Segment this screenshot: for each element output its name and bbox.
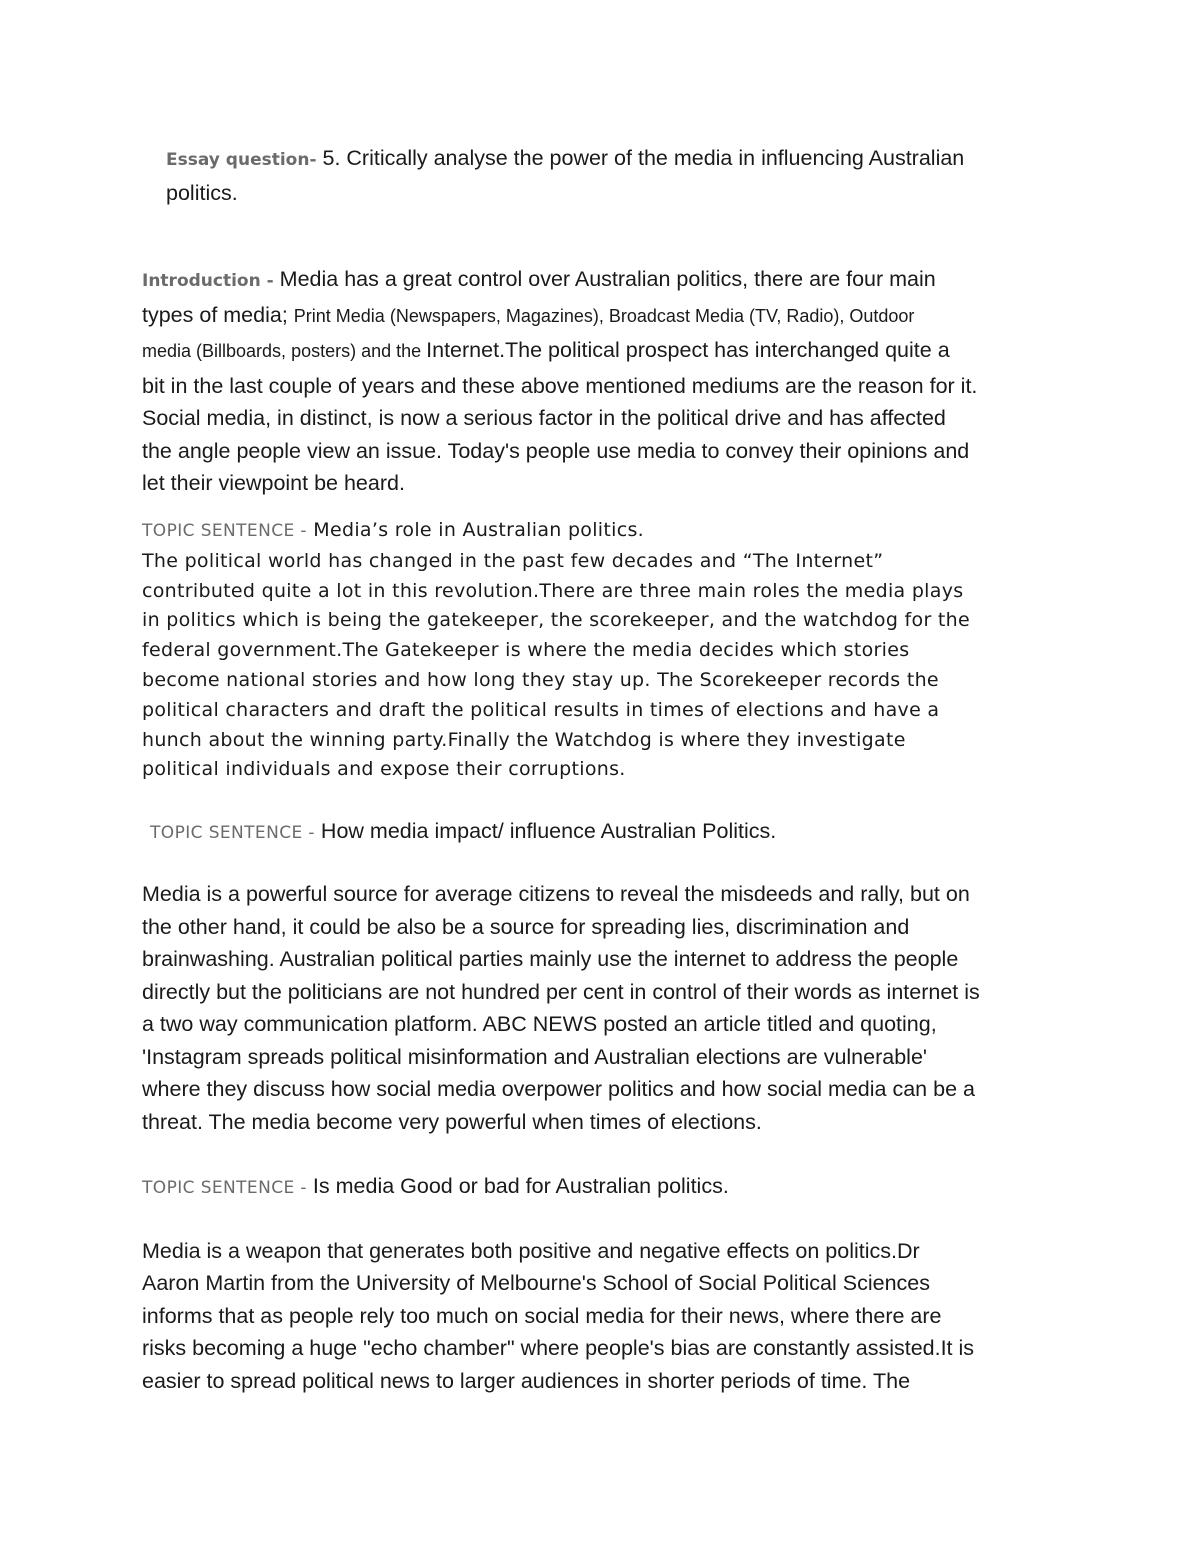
topic-section-1: [142, 516, 1072, 785]
paragraph-line: political individuals and expose their corruptions.: [142, 758, 626, 781]
paragraph-line: threat. The media become very powerful when times of elections.: [142, 1109, 762, 1134]
paragraph-line: informs that as people rely too much on social media for their news, where there are: [142, 1303, 942, 1328]
paragraph-line: easier to spread political news to larger audiences in shorter periods of time. The: [142, 1368, 911, 1393]
topic-sentence-label: TOPIC SENTENCE -: [142, 521, 307, 541]
intro-line: the angle people view an issue. Today's people use media to convey their opinions and: [142, 438, 970, 463]
intro-line: Internet.The political prospect has interchanged quite a: [426, 338, 950, 362]
paragraph-line: hunch about the winning party.Finally the Watchdog is where they investigate: [142, 728, 906, 751]
essay-question-text: 5. Critically analyse the power of the media in influencing Australian: [316, 146, 965, 170]
paragraph-line: the other hand, it could be also be a source for spreading lies, discrimination and: [142, 914, 910, 939]
topic-heading: Is media Good or bad for Australian politics.: [306, 1174, 729, 1198]
paragraph-line: Media is a powerful source for average citizens to reveal the misdeeds and rally, but on: [142, 882, 970, 906]
paragraph-line: federal government.The Gatekeeper is where the media decides which stories: [142, 639, 910, 662]
introduction-label: Introduction -: [142, 271, 274, 291]
intro-line: bit in the last couple of years and these above mentioned mediums are the reason for it.: [142, 373, 978, 398]
topic-sentence-label: TOPIC SENTENCE -: [150, 823, 315, 843]
paragraph-line: contributed quite a lot in this revolution.There are three main roles the media plays: [142, 579, 964, 602]
intro-line: Print Media (Newspapers, Magazines), Broadcast Media (TV, Radio), Outdoor: [293, 305, 915, 326]
intro-line: types of media;: [142, 302, 294, 327]
paragraph-line: a two way communication platform. ABC NEWS posted an article titled and quoting,: [142, 1012, 937, 1036]
intro-line: Media has a great control over Australian politics, there are four main: [273, 267, 936, 291]
introduction-paragraph: [142, 263, 1072, 500]
intro-line: Social media, in distinct, is now a serious factor in the political drive and has affected: [142, 406, 946, 430]
topic-heading: Media’s role in Australian politics.: [306, 519, 645, 541]
topic-sentence-label: TOPIC SENTENCE -: [142, 1178, 307, 1198]
paragraph-line: political characters and draft the political results in times of elections and have a: [142, 698, 940, 721]
paragraph-line: Media is a weapon that generates both positive and negative effects on politics.Dr: [142, 1239, 920, 1263]
paragraph-line: risks becoming a huge "echo chamber" where people's bias are constantly assisted.It is: [142, 1336, 975, 1361]
paragraph-line: where they discuss how social media overpower politics and how social media can be a: [142, 1077, 975, 1101]
intro-line: media (Billboards, posters) and the: [142, 341, 427, 361]
topic-heading-3: [142, 1170, 1072, 1205]
essay-question-label: Essay question-: [166, 150, 317, 170]
paragraph-line: Aaron Martin from the University of Melbourne's School of Social Political Sciences: [142, 1271, 931, 1296]
paragraph-line: in politics which is being the gatekeeper, the scorekeeper, and the watchdog for the: [142, 609, 970, 632]
paragraph-line: brainwashing. Australian political parties mainly use the internet to address the people: [142, 947, 959, 971]
topic-heading: How media impact/ influence Australian Politics.: [314, 819, 777, 843]
topic-paragraph-3: [142, 1235, 1072, 1397]
essay-question: [166, 142, 1096, 209]
topic-heading-2: [150, 815, 1080, 850]
paragraph-line: The political world has changed in the past few decades and “The Internet”: [142, 549, 884, 572]
paragraph-line: become national stories and how long they stay up. The Scorekeeper records the: [142, 668, 939, 691]
intro-line: let their viewpoint be heard.: [142, 471, 405, 495]
paragraph-line: directly but the politicians are not hundred per cent in control of their words as internet is: [142, 979, 980, 1004]
topic-paragraph-2: [142, 878, 1072, 1138]
paragraph-line: 'Instagram spreads political misinformation and Australian elections are vulnerable': [142, 1044, 928, 1069]
essay-question-text-cont: politics.: [166, 181, 238, 205]
